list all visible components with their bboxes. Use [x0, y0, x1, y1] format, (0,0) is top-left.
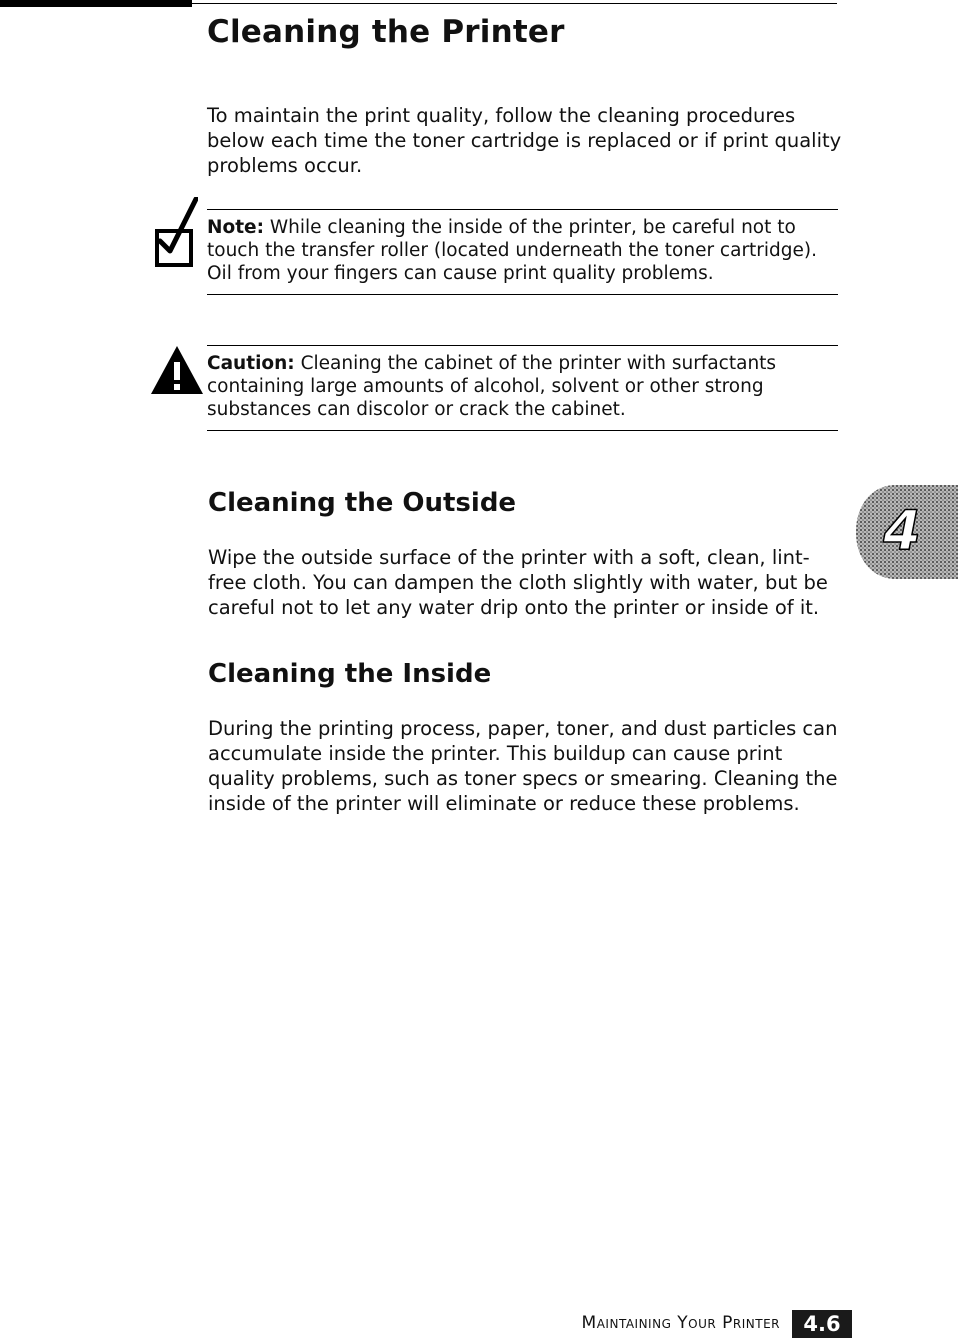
note-text: While cleaning the inside of the printer, be careful not to touch the transfer roller (located underneath the toner cartridge). Oil from your fingers can cause print quality problems. [207, 217, 818, 284]
header-bar [0, 0, 192, 7]
section-text-inside: During the printing process, paper, toner, and dust particles can accumulate inside the printer. This buildup can cause print quality problems, such as toner specs or smearing. Cleaning the inside of the printer will eliminate or reduce these problems. [208, 717, 838, 815]
warning-triangle-icon [149, 344, 205, 396]
caution-text: Cleaning the cabinet of the printer with surfactants containing large amounts of alcohol, solvent or other strong substances can discolor or crack the cabinet. [207, 353, 777, 420]
page-number: 4.6 [792, 1310, 852, 1338]
note-label: Note: [207, 217, 264, 238]
intro-paragraph: To maintain the print quality, follow the cleaning procedures below each time the toner cartridge is replaced or if print quality problems occur. [207, 104, 842, 177]
footer-section-title: Maintaining Your Printer [581, 1313, 780, 1333]
note-callout [207, 209, 838, 295]
caution-label: Caution: [207, 353, 295, 374]
section-heading-inside: Cleaning the Inside [208, 659, 492, 689]
checkmark-note-icon [152, 197, 198, 269]
header-rule [192, 3, 837, 4]
chapter-number: 4 [883, 499, 921, 562]
section-text-outside: Wipe the outside surface of the printer with a soft, clean, lint-free cloth. You can dampen the cloth slightly with water, but be careful not to let any water drip onto the printer or inside of it. [208, 546, 828, 619]
caution-callout [207, 345, 838, 431]
chapter-tab [856, 485, 958, 579]
section-heading-outside: Cleaning the Outside [208, 488, 517, 518]
page-title: Cleaning the Printer [207, 14, 565, 50]
